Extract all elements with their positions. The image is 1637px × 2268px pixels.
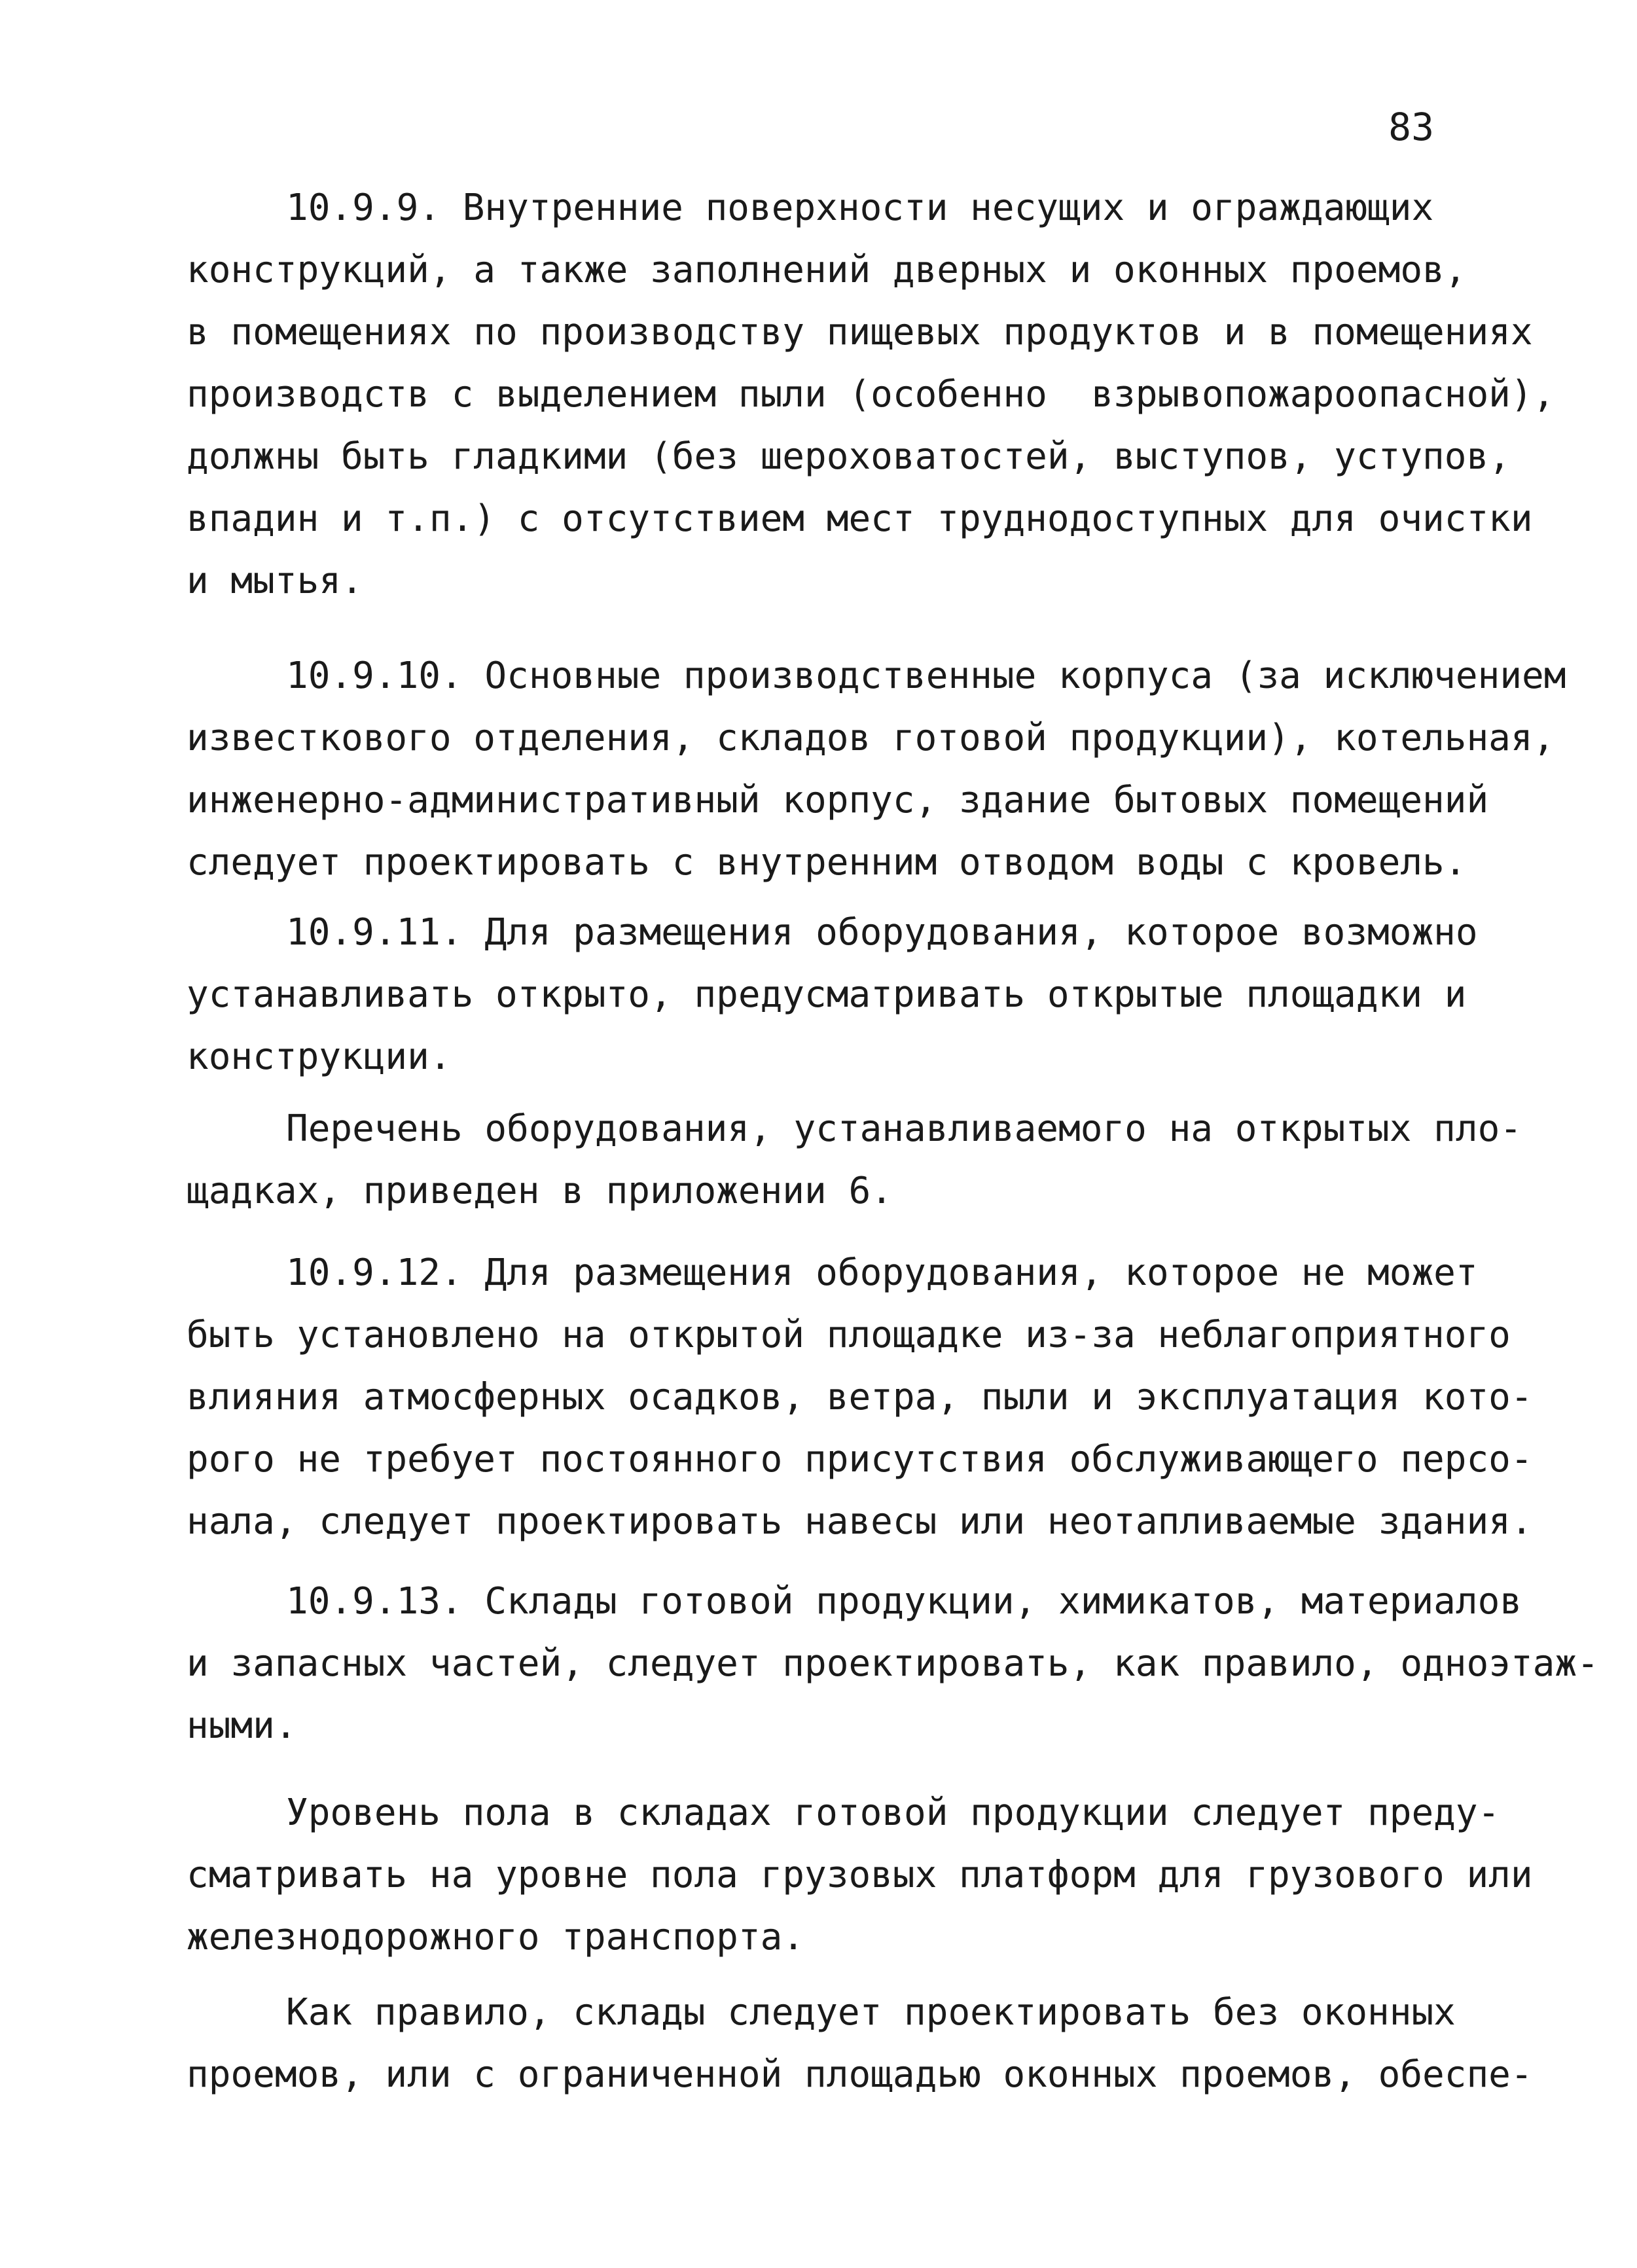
text-line: щадках, приведен в приложении 6. xyxy=(187,1170,893,1212)
text-line: в помещениях по производству пищевых продуктов и в помещениях xyxy=(187,311,1533,353)
text-line: производств с выделением пыли (особенно взрывопожароопасной), xyxy=(187,373,1555,416)
text-line: нала, следует проектировать навесы или неотапливаемые здания. xyxy=(187,1500,1533,1543)
text-line: 10.9.10. Основные производственные корпуса (за исключением xyxy=(286,655,1566,697)
text-line: и мытья. xyxy=(187,560,363,602)
text-line: устанавливать открыто, предусматривать открытые площадки и xyxy=(187,973,1467,1016)
text-line: влияния атмосферных осадков, ветра, пыли и эксплуатация кото- xyxy=(187,1376,1533,1418)
text-line: инженерно-административный корпус, здание бытовых помещений xyxy=(187,779,1489,821)
text-line: конструкций, а также заполнений дверных и оконных проемов, xyxy=(187,249,1467,291)
text-line: сматривать на уровне пола грузовых платформ для грузового или xyxy=(187,1854,1533,1896)
text-line: железнодорожного транспорта. xyxy=(187,1916,805,1958)
text-line: и запасных частей, следует проектировать, как правило, одноэтаж- xyxy=(187,1642,1599,1685)
text-line: проемов, или с ограниченной площадью оконных проемов, обеспе- xyxy=(187,2053,1533,2096)
text-line: конструкции. xyxy=(187,1035,452,1078)
text-line: рого не требует постоянного присутствия обслуживающего персо- xyxy=(187,1438,1533,1481)
page-number: 83 xyxy=(1388,105,1434,149)
text-line: Как правило, склады следует проектировать без оконных xyxy=(286,1991,1456,2034)
text-line: должны быть гладкими (без шероховатостей, выступов, уступов, xyxy=(187,435,1511,478)
text-line: 10.9.9. Внутренние поверхности несущих и ограждающих xyxy=(286,187,1434,229)
text-line: известкового отделения, складов готовой продукции), котельная, xyxy=(187,717,1555,759)
text-line: Перечень оборудования, устанавливаемого на открытых пло- xyxy=(286,1107,1522,1150)
text-line: быть установлено на открытой площадке из-за неблагоприятного xyxy=(187,1314,1511,1356)
text-line: следует проектировать с внутренним отводом воды с кровель. xyxy=(187,841,1467,884)
text-line: ными. xyxy=(187,1704,297,1747)
text-line: впадин и т.п.) с отсутствием мест труднодоступных для очистки xyxy=(187,497,1533,540)
text-line: Уровень пола в складах готовой продукции следует преду- xyxy=(286,1791,1500,1834)
text-line: 10.9.12. Для размещения оборудования, которое не может xyxy=(286,1251,1478,1294)
text-line: 10.9.13. Склады готовой продукции, химикатов, материалов xyxy=(286,1580,1522,1623)
text-line: 10.9.11. Для размещения оборудования, которое возможно xyxy=(286,911,1478,954)
